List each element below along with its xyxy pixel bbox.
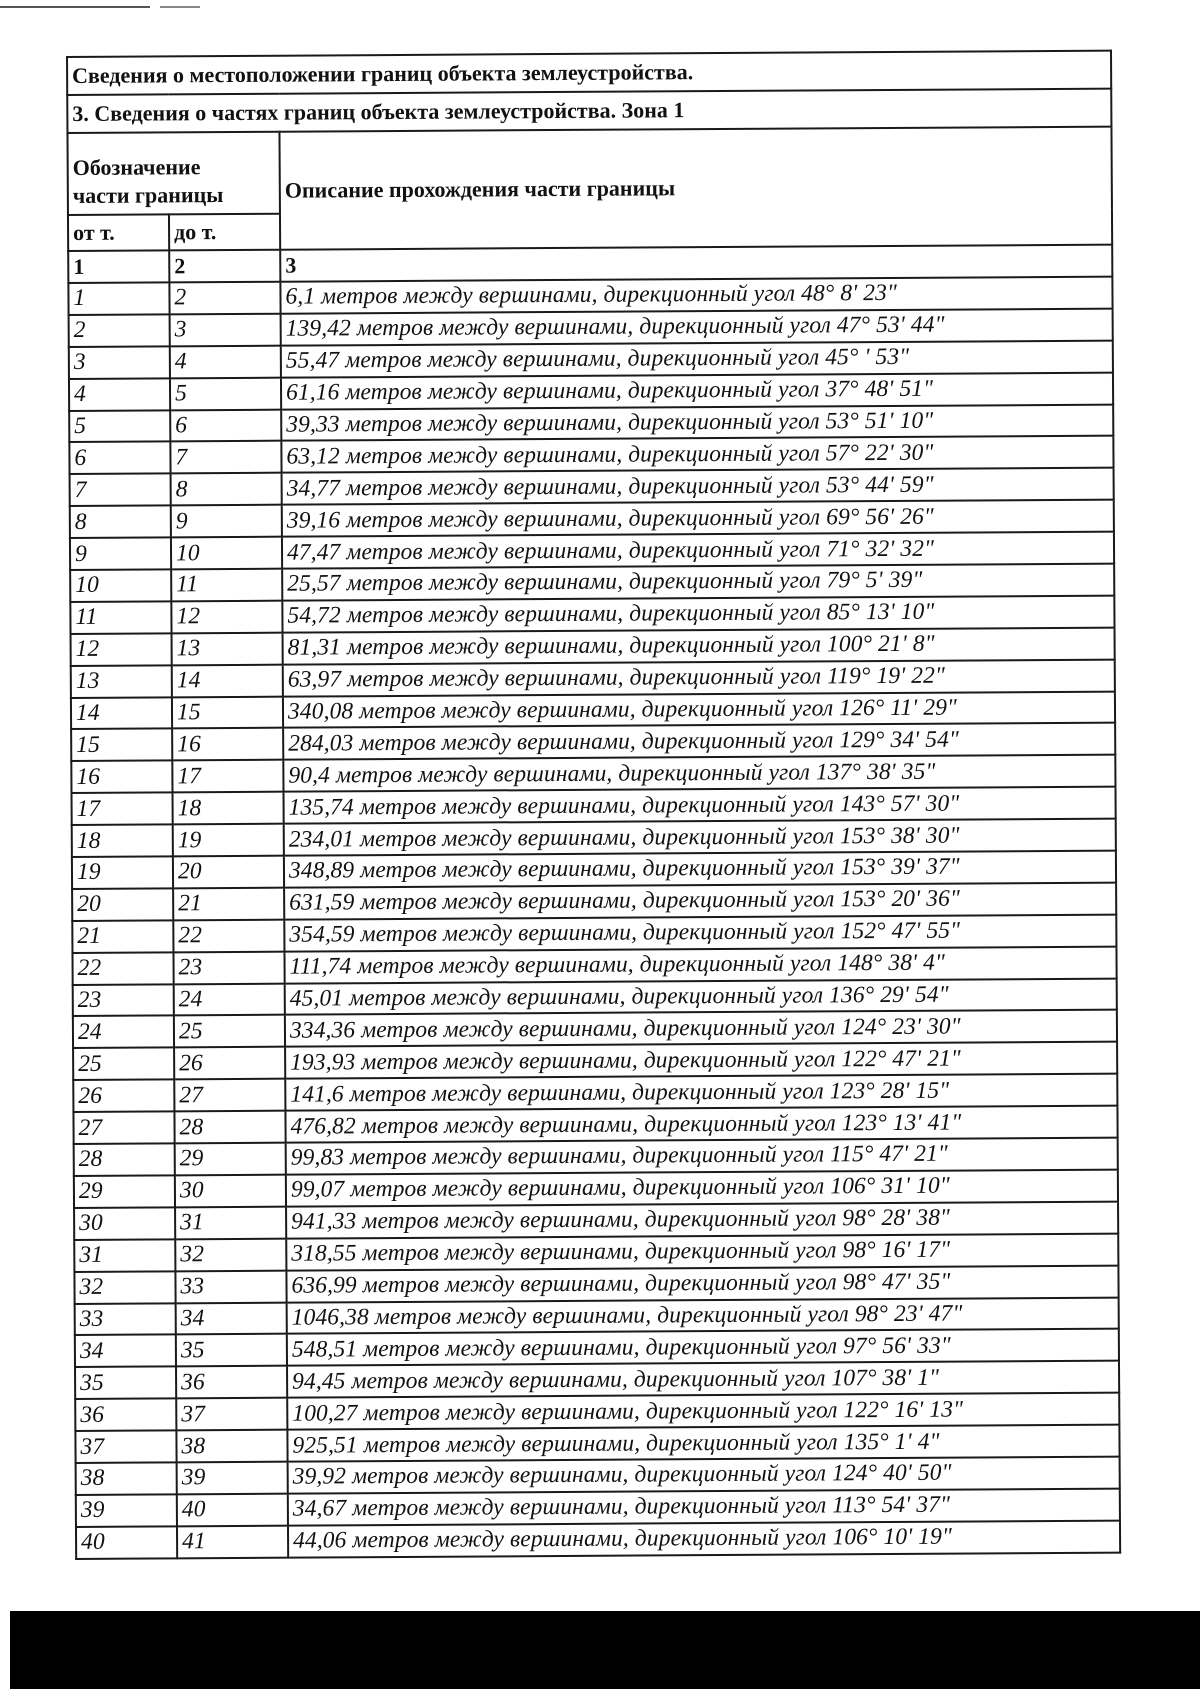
from-point-cell: 26: [73, 1080, 174, 1113]
boundary-description-cell: 340,08 метров между вершинами, дирекционный угол 126° 11' 29": [283, 691, 1115, 728]
boundary-description-cell: 354,59 метров между вершинами, дирекционный угол 152° 47' 55": [284, 914, 1116, 951]
to-point-cell: 7: [170, 441, 281, 474]
boundary-description-cell: 348,89 метров между вершинами, дирекционный угол 153° 39' 37": [284, 851, 1116, 888]
title-row: [67, 51, 1111, 95]
boundary-description-cell: 111,74 метров между вершинами, дирекционный угол 148° 38' 4": [284, 946, 1116, 983]
to-point-cell: 39: [177, 1462, 288, 1495]
section-row: [67, 89, 1111, 133]
from-point-cell: 17: [72, 793, 173, 826]
from-point-cell: 29: [74, 1175, 175, 1208]
boundary-description-cell: 318,55 метров между вершинами, дирекционный угол 98° 16' 17": [286, 1233, 1118, 1270]
boundary-description-cell: 135,74 метров между вершинами, дирекционный угол 143° 57' 30": [283, 787, 1115, 824]
to-point-header: до т.: [169, 214, 280, 251]
from-point-cell: 28: [74, 1143, 175, 1176]
from-point-cell: 34: [75, 1335, 176, 1368]
to-point-cell: 22: [173, 919, 284, 952]
from-point-cell: 22: [72, 952, 173, 985]
boundary-description-cell: 39,16 метров между вершинами, дирекционный угол 69° 56' 26": [282, 500, 1114, 537]
to-point-cell: 40: [177, 1494, 288, 1527]
boundary-description-cell: 90,4 метров между вершинами, дирекционный угол 137° 38' 35": [283, 755, 1115, 792]
boundary-description-cell: 99,83 метров между вершинами, дирекционный угол 115° 47' 21": [286, 1138, 1118, 1175]
from-point-cell: 37: [75, 1430, 176, 1463]
to-point-cell: 37: [176, 1398, 287, 1431]
to-point-cell: 9: [171, 505, 282, 538]
from-point-cell: 11: [70, 601, 171, 634]
to-point-cell: 18: [173, 792, 284, 825]
to-point-cell: 35: [176, 1334, 287, 1367]
boundary-description-cell: 81,31 метров между вершинами, дирекционный угол 100° 21' 8": [283, 627, 1115, 664]
from-point-cell: 32: [74, 1271, 175, 1304]
from-point-cell: 13: [71, 665, 172, 698]
boundary-description-cell: 39,92 метров между вершинами, дирекционный угол 124° 40' 50": [288, 1457, 1120, 1494]
to-point-cell: 5: [170, 377, 281, 410]
boundary-description-cell: 476,82 метров между вершинами, дирекционный угол 123° 13' 41": [285, 1106, 1117, 1143]
boundary-description-cell: 47,47 метров между вершинами, дирекционный угол 71° 32' 32": [282, 532, 1114, 569]
from-point-cell: 15: [71, 729, 172, 762]
boundary-description-cell: 284,03 метров между вершинами, дирекционный угол 129° 34' 54": [283, 723, 1115, 760]
to-point-cell: 25: [174, 1015, 285, 1048]
to-point-cell: 33: [175, 1270, 286, 1303]
from-point-header: от т.: [68, 214, 169, 251]
to-point-cell: 21: [173, 888, 284, 921]
to-point-cell: 3: [170, 314, 281, 347]
boundary-parts-table: [66, 50, 1121, 1560]
to-point-cell: 27: [174, 1079, 285, 1112]
to-point-cell: 41: [177, 1525, 288, 1558]
from-point-cell: 7: [70, 474, 171, 507]
column-number: 3: [280, 245, 1112, 282]
to-point-cell: 12: [171, 601, 282, 634]
document-title: Сведения о местоположении границ объекта землеустройства.: [67, 51, 1111, 95]
to-point-cell: 11: [171, 569, 282, 602]
from-point-cell: 33: [75, 1303, 176, 1336]
to-point-cell: 6: [170, 409, 281, 442]
to-point-cell: 17: [172, 760, 283, 793]
from-point-cell: 2: [69, 314, 170, 347]
from-point-cell: 25: [73, 1048, 174, 1081]
from-point-cell: 16: [71, 761, 172, 794]
boundary-description-cell: 925,51 метров между вершинами, дирекционный угол 135° 1' 4": [287, 1425, 1119, 1462]
from-point-cell: 27: [73, 1112, 174, 1145]
scan-black-band: [10, 1611, 1200, 1689]
from-point-cell: 10: [70, 569, 171, 602]
from-point-cell: 30: [74, 1207, 175, 1240]
to-point-cell: 2: [169, 282, 280, 315]
to-point-cell: 10: [171, 537, 282, 570]
to-point-cell: 4: [170, 345, 281, 378]
from-point-cell: 40: [76, 1526, 177, 1559]
to-point-cell: 26: [174, 1047, 285, 1080]
boundary-description-cell: 34,67 метров между вершинами, дирекционный угол 113° 54' 37": [288, 1488, 1120, 1525]
to-point-cell: 32: [175, 1238, 286, 1271]
to-point-cell: 36: [176, 1366, 287, 1399]
from-point-cell: 3: [69, 346, 170, 379]
from-point-cell: 14: [71, 697, 172, 730]
to-point-cell: 31: [175, 1207, 286, 1240]
from-point-cell: 4: [69, 378, 170, 411]
to-point-cell: 24: [174, 983, 285, 1016]
to-point-cell: 19: [173, 824, 284, 857]
from-point-cell: 24: [73, 1016, 174, 1049]
from-point-cell: 18: [72, 825, 173, 858]
to-point-cell: 20: [173, 856, 284, 889]
to-point-cell: 16: [172, 728, 283, 761]
from-point-cell: 20: [72, 888, 173, 921]
to-point-cell: 8: [171, 473, 282, 506]
from-point-cell: 12: [71, 633, 172, 666]
boundary-part-designation-line: части границы: [72, 182, 224, 208]
scan-artifact-line: [0, 6, 150, 8]
boundary-description-cell: 1046,38 метров между вершинами, дирекционный угол 98° 23' 47": [287, 1297, 1119, 1334]
boundary-description-cell: 63,97 метров между вершинами, дирекционный угол 119° 19' 22": [283, 659, 1115, 696]
boundary-description-cell: 6,1 метров между вершинами, дирекционный угол 48° 8' 23": [280, 277, 1112, 314]
boundary-description-cell: 334,36 метров между вершинами, дирекционный угол 124° 23' 30": [285, 1010, 1117, 1047]
from-point-cell: 38: [76, 1462, 177, 1495]
from-point-cell: 31: [74, 1239, 175, 1272]
to-point-cell: 15: [172, 696, 283, 729]
boundary-description-cell: 141,6 метров между вершинами, дирекционный угол 123° 28' 15": [285, 1074, 1117, 1111]
to-point-cell: 38: [176, 1430, 287, 1463]
table-row: [76, 1520, 1120, 1558]
section-title: 3. Сведения о частях границ объекта землеустройства. Зона 1: [67, 89, 1111, 133]
from-point-cell: 1: [68, 282, 169, 315]
boundary-description-cell: 55,47 метров между вершинами, дирекционный угол 45° ' 53": [281, 340, 1113, 377]
boundary-description-cell: 548,51 метров между вершинами, дирекционный угол 97° 56' 33": [287, 1329, 1119, 1366]
boundary-description-cell: 61,16 метров между вершинами, дирекционный угол 37° 48' 51": [281, 372, 1113, 409]
boundary-description-cell: 99,07 метров между вершинами, дирекционный угол 106° 31' 10": [286, 1170, 1118, 1207]
boundary-description-cell: 39,33 метров между вершинами, дирекционный угол 53° 51' 10": [281, 404, 1113, 441]
boundary-description-cell: 34,77 метров между вершинами, дирекционный угол 53° 44' 59": [282, 468, 1114, 505]
from-point-cell: 35: [75, 1367, 176, 1400]
boundary-description-cell: 25,57 метров между вершинами, дирекционный угол 79° 5' 39": [282, 564, 1114, 601]
boundary-description-cell: 234,01 метров между вершинами, дирекционный угол 153° 38' 30": [284, 819, 1116, 856]
from-point-cell: 23: [73, 984, 174, 1017]
to-point-cell: 30: [175, 1175, 286, 1208]
to-point-cell: 28: [174, 1111, 285, 1144]
column-number: 1: [68, 250, 169, 283]
column-number: 2: [169, 250, 280, 283]
boundary-description-cell: 45,01 метров между вершинами, дирекционный угол 136° 29' 54": [285, 978, 1117, 1015]
boundary-description-cell: 636,99 метров между вершинами, дирекционный угол 98° 47' 35": [286, 1265, 1118, 1302]
boundary-description-cell: 100,27 метров между вершинами, дирекционный угол 122° 16' 13": [287, 1393, 1119, 1430]
boundary-part-designation-line: Обозначение: [72, 154, 201, 180]
boundary-description-cell: 54,72 метров между вершинами, дирекционный угол 85° 13' 10": [282, 596, 1114, 633]
boundary-description-cell: 631,59 метров между вершинами, дирекционный угол 153° 20' 36": [284, 883, 1116, 920]
from-point-cell: 19: [72, 856, 173, 889]
boundary-description-header: Описание прохождения части границы: [279, 127, 1112, 250]
to-point-cell: 14: [172, 664, 283, 697]
from-point-cell: 6: [69, 442, 170, 475]
from-point-cell: 9: [70, 537, 171, 570]
from-point-cell: 39: [76, 1494, 177, 1527]
from-point-cell: 36: [75, 1399, 176, 1432]
boundary-description-cell: 941,33 метров между вершинами, дирекционный угол 98° 28' 38": [286, 1201, 1118, 1238]
to-point-cell: 23: [173, 951, 284, 984]
boundary-description-cell: 63,12 метров между вершинами, дирекционный угол 57° 22' 30": [281, 436, 1113, 473]
to-point-cell: 13: [172, 632, 283, 665]
from-point-cell: 5: [69, 410, 170, 443]
boundary-description-cell: 94,45 метров между вершинами, дирекционный угол 107° 38' 1": [287, 1361, 1119, 1398]
boundary-description-cell: 139,42 метров между вершинами, дирекционный угол 47° 53' 44": [281, 309, 1113, 346]
to-point-cell: 29: [175, 1143, 286, 1176]
boundary-description-cell: 44,06 метров между вершинами, дирекционный угол 106° 10' 19": [288, 1520, 1120, 1557]
column-header-row: [67, 127, 1112, 215]
to-point-cell: 34: [176, 1302, 287, 1335]
from-point-cell: 21: [72, 920, 173, 953]
from-point-cell: 8: [70, 506, 171, 539]
document-sheet: [66, 50, 1119, 1560]
scan-artifact-line: [160, 6, 200, 8]
boundary-part-designation-header: [67, 132, 279, 215]
boundary-description-cell: 193,93 метров между вершинами, дирекционный угол 122° 47' 21": [285, 1042, 1117, 1079]
